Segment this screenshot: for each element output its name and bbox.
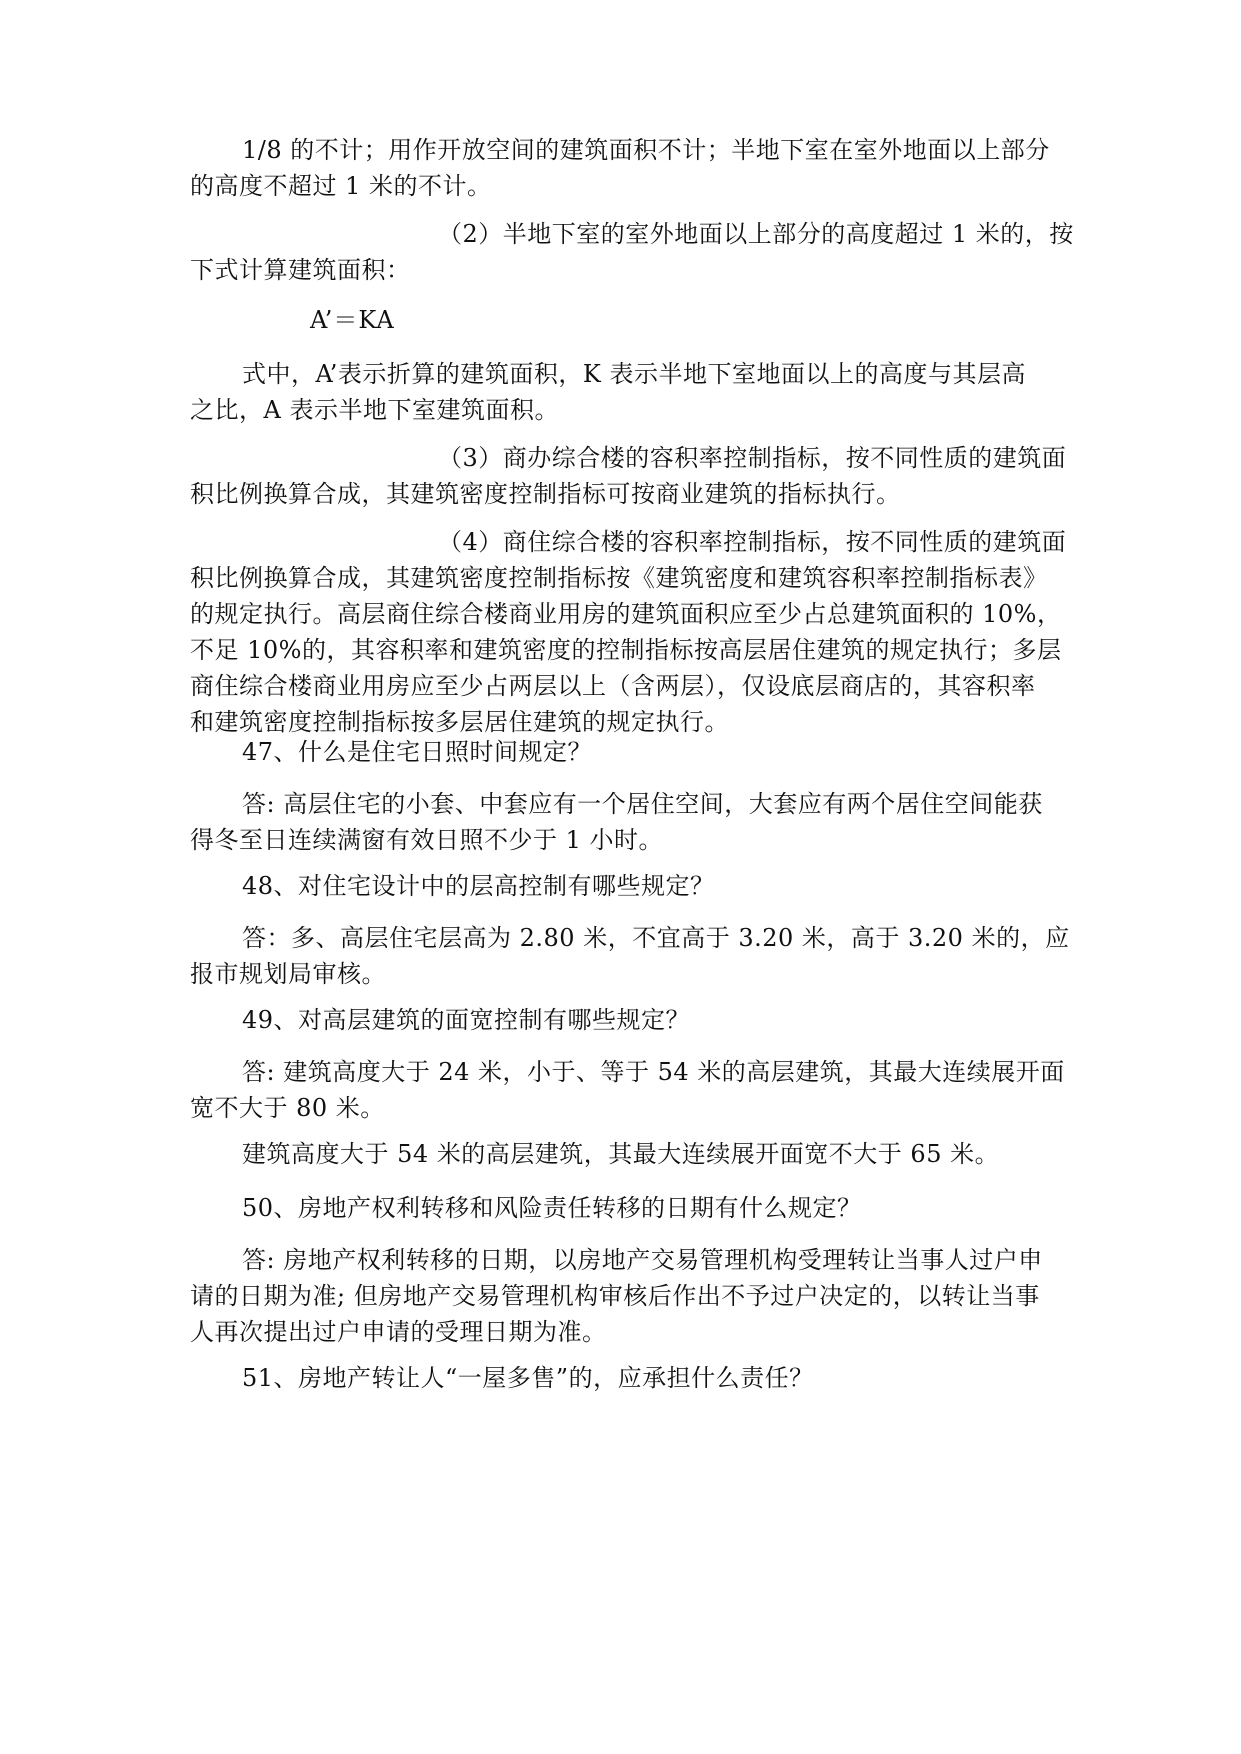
text-line: 请的日期为准; 但房地产交易管理机构审核后作出不予过户决定的，以转让当事	[190, 1282, 1040, 1310]
text-line: 宽不大于 80 米。	[190, 1094, 385, 1122]
paragraph-item-4	[190, 524, 1067, 740]
text-line: 答: 高层住宅的小套、中套应有一个居住空间，大套应有两个居住空间能获	[242, 790, 1043, 818]
paragraph-item-3	[190, 440, 1067, 512]
formula: A’＝KA	[310, 306, 395, 334]
text-line: （4）商住综合楼的容积率控制指标，按不同性质的建筑面	[438, 528, 1067, 556]
text-line: （2）半地下室的室外地面以上部分的高度超过 1 米的，按	[438, 220, 1074, 248]
text-line: 下式计算建筑面积：	[190, 256, 411, 284]
text-line: 48、对住宅设计中的层高控制有哪些规定？	[242, 872, 715, 900]
text-line: 的规定执行。高层商住综合楼商业用房的建筑面积应至少占总建筑面积的 10%，	[190, 600, 1062, 628]
question-51	[190, 1360, 1060, 1396]
text-line: 不足 10%的，其容积率和建筑密度的控制指标按高层居住建筑的规定执行；多层	[190, 636, 1062, 664]
question-48	[190, 868, 1060, 904]
text-line: 答: 建筑高度大于 24 米，小于、等于 54 米的高层建筑，其最大连续展开面	[242, 1058, 1065, 1086]
question-49	[190, 1002, 1060, 1038]
text-line: 51、房地产转让人“一屋多售”的，应承担什么责任？	[242, 1364, 814, 1392]
question-47	[190, 734, 1060, 770]
text-line: 答: 房地产权利转移的日期，以房地产交易管理机构受理转让当事人过户申	[242, 1246, 1043, 1274]
text-line: 得冬至日连续满窗有效日照不少于 1 小时。	[190, 826, 664, 854]
text-line: （3）商办综合楼的容积率控制指标，按不同性质的建筑面	[438, 444, 1067, 472]
paragraph-continued-rules	[190, 132, 1060, 204]
paragraph-item-2	[190, 216, 1074, 288]
question-50	[190, 1190, 1060, 1226]
text-line: 的高度不超过 1 米的不计。	[190, 172, 492, 200]
text-line: 积比例换算合成，其建筑密度控制指标可按商业建筑的指标执行。	[190, 480, 901, 508]
text-line: 50、房地产权利转移和风险责任转移的日期有什么规定？	[242, 1194, 862, 1222]
text-line: 积比例换算合成，其建筑密度控制指标按《建筑密度和建筑容积率控制指标表》	[190, 564, 1048, 592]
text-line: 答：多、高层住宅层高为 2.80 米，不宜高于 3.20 米，高于 3.20 米的，应	[242, 924, 1070, 952]
answer-48	[190, 920, 1070, 992]
text-line: 报市规划局审核。	[190, 960, 386, 988]
text-line: 47、什么是住宅日照时间规定？	[242, 738, 593, 766]
text-line: 商住综合楼商业用房应至少占两层以上（含两层），仅设底层商店的，其容积率	[190, 672, 1036, 700]
answer-49	[190, 1054, 1065, 1126]
text-line: 1/8 的不计；用作开放空间的建筑面积不计；半地下室在室外地面以上部分	[242, 136, 1050, 164]
answer-50	[190, 1242, 1060, 1350]
text-line: 49、对高层建筑的面宽控制有哪些规定？	[242, 1006, 691, 1034]
answer-47	[190, 786, 1060, 858]
text-line: 建筑高度大于 54 米的高层建筑，其最大连续展开面宽不大于 65 米。	[242, 1140, 1000, 1168]
text-line: 式中，A’表示折算的建筑面积，K 表示半地下室地面以上的高度与其层高	[242, 360, 1026, 388]
text-line: 之比，A 表示半地下室建筑面积。	[190, 396, 559, 424]
answer-49-continued	[190, 1136, 1060, 1172]
text-line: 人再次提出过户申请的受理日期为准。	[190, 1318, 607, 1346]
text-line: 和建筑密度控制指标按多层居住建筑的规定执行。	[190, 708, 729, 736]
paragraph-formula-explanation	[190, 356, 1060, 428]
